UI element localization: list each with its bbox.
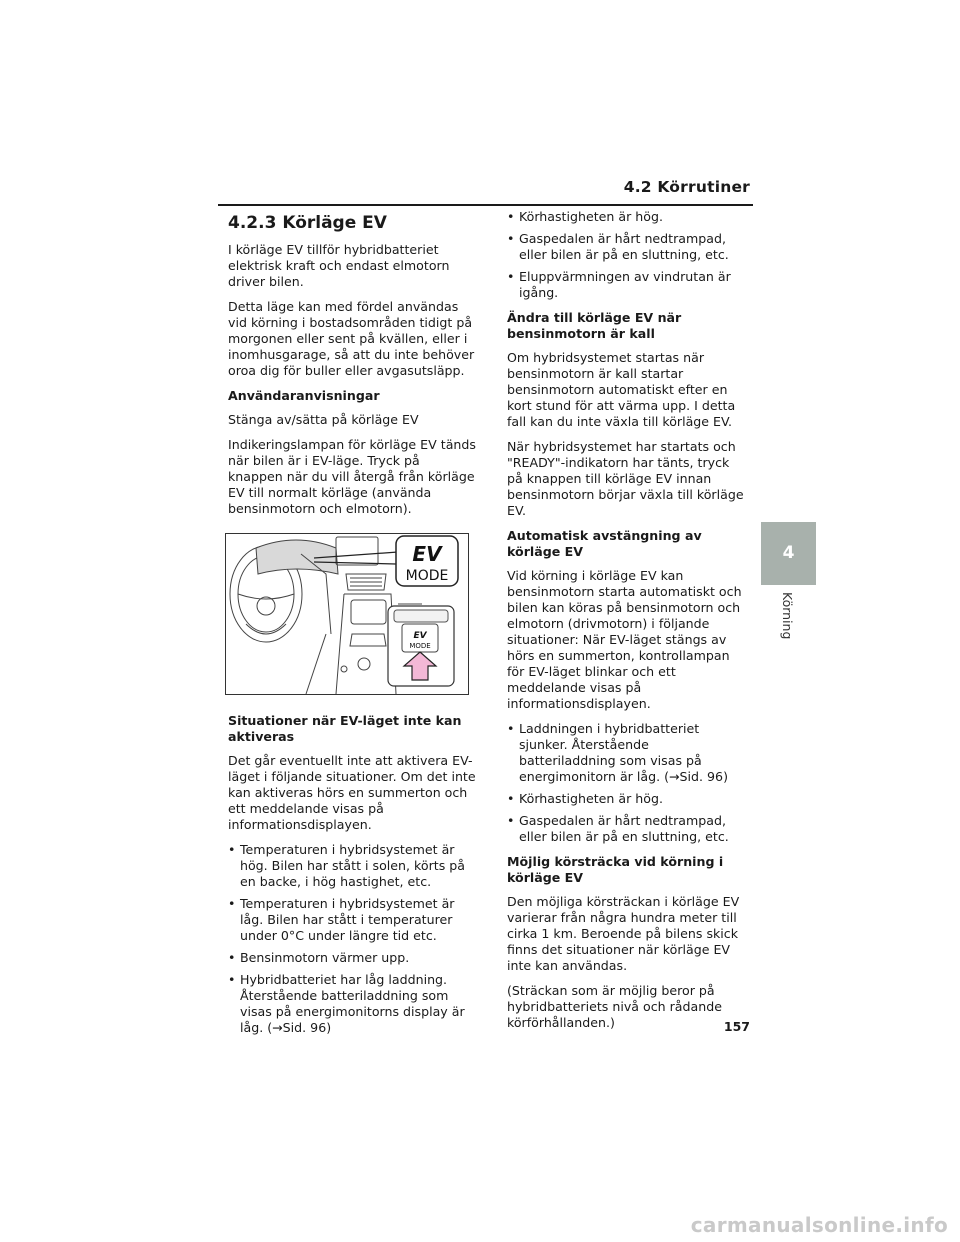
range-heading: Möjlig körsträcka vid körning i körläge EV [507,854,724,885]
left-column [228,212,478,1045]
auto-off-paragraph: Vid körning i körläge EV kan bensinmotorn starta automatiskt och bilen kan köras på bensinmotorn och elmotorn (drivmotorn) i följande situationer: När EV-läget stängs av hörs en summerton, kontrollampan för EV-läget blinkar och ett meddelande visas på informationsdisplayen. [507,568,742,711]
list-item: • Körhastigheten är hög. [507,791,747,807]
list-item: • Laddningen i hybridbatteriet sjunker. Återstående batteriladdning som visas på energimonitorn är låg. (→Sid. 96) [507,721,747,785]
list-item: • Hybridbatteriet har låg laddning. Återstående batteriladdning som visas på energimonitorns display är låg. (→Sid. 96) [228,972,478,1036]
watermark: carmanualsonline.info [690,1213,948,1237]
situations-heading: Situationer när EV-läget inte kan aktiveras [228,713,462,744]
auto-off-heading: Automatisk avstängning av körläge EV [507,528,702,559]
continued-list [507,209,747,301]
list-item: • Gaspedalen är hårt nedtrampad, eller bilen är på en sluttning, etc. [507,813,747,845]
small-button-ev-label: EV [413,631,427,641]
big-button-ev-label: EV [412,542,442,566]
situations-list [228,842,478,1036]
toggle-paragraph: Stänga av/sätta på körläge EV [228,412,419,427]
intro-paragraph: I körläge EV tillför hybridbatteriet elektrisk kraft och endast elmotorn driver bilen. [228,242,450,289]
indicator-paragraph: Indikeringslampan för körläge EV tänds när bilen är i EV-läge. Tryck på knappen när du vill återgå från körläge EV till normalt körläge (använda bensinmotorn och elmotorn). [228,437,476,516]
ready-paragraph: När hybridsystemet har startats och "READY"-indikatorn har tänts, tryck på knappen till körläge EV innan bensinmotorn börjar växla till körläge EV. [507,439,744,518]
right-column [507,209,747,1040]
situations-paragraph: Det går eventuellt inte att aktivera EV-läget i följande situationer. Om det inte kan aktiveras hörs en summerton och ett meddelande visas på informationsdisplayen. [228,753,476,832]
chapter-label: Körning [780,592,795,640]
header-rule [218,204,753,206]
usage-paragraph: Detta läge kan med fördel användas vid körning i bostadsområden tidigt på morgonen eller sent på kvällen, eller i inomhusgarage, så att du inte behöver oroa dig för buller eller avgasutsläpp. [228,299,475,378]
cold-engine-heading: Ändra till körläge EV när bensinmotorn är kall [507,310,682,341]
list-item: • Temperaturen i hybridsystemet är hög. Bilen har stått i solen, körts på en backe, i hög hastighet, etc. [228,842,478,890]
chapter-tab[interactable]: 4 [761,522,816,585]
list-item: • Eluppvärmningen av vindrutan är igång. [507,269,747,301]
small-button-mode-label: MODE [409,642,431,650]
list-item: • Gaspedalen är hårt nedtrampad, eller bilen är på en sluttning, etc. [507,231,747,263]
section-title: 4.2.3 Körläge EV [228,213,387,233]
instructions-heading: Användaranvisningar [228,388,380,403]
range-paragraph: Den möjliga körsträckan i körläge EV varierar från några hundra meter till cirka 1 km. Beroende på bilens skick finns det situationer när körläge EV inte kan användas. [507,894,740,973]
dashboard-illustration [226,534,468,694]
section-header: 4.2 Körrutiner [623,178,750,196]
range-note: (Sträckan som är möjlig beror på hybridbatteriets nivå och rådande körförhållanden.) [507,983,722,1030]
list-item: • Bensinmotorn värmer upp. [228,950,478,966]
ev-mode-figure [225,533,469,695]
page-number: 157 [723,1019,750,1034]
big-button-mode-label: MODE [405,568,449,584]
list-item: • Temperaturen i hybridsystemet är låg. Bilen har stått i temperaturer under 0°C under längre tid etc. [228,896,478,944]
list-item: • Körhastigheten är hög. [507,209,747,225]
cold-engine-paragraph: Om hybridsystemet startas när bensinmotorn är kall startar bensinmotorn automatiskt efter en kort stund för att värma upp. I detta fall kan du inte växla till körläge EV. [507,350,736,429]
auto-off-list [507,721,747,845]
